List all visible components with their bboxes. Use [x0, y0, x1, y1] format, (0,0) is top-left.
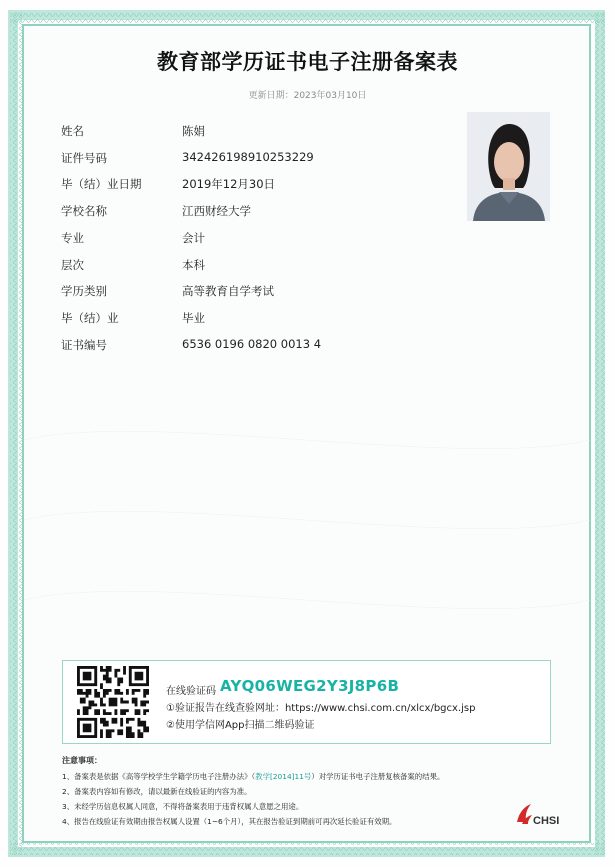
field-value-school: 江西财经大学 — [182, 204, 251, 218]
note-item-4: 4、报告在线验证有效期由报告权属人设置（1~6个月），其在报告验证到期前可再次延长验证有效期。 — [62, 817, 397, 826]
field-label-major: 专业 — [61, 231, 84, 245]
field-label-certificate-number: 证书编号 — [61, 338, 107, 352]
field-label-name: 姓名 — [61, 124, 84, 138]
field-value-name: 陈娟 — [182, 124, 205, 138]
notes-title: 注意事项： — [62, 756, 102, 765]
field-value-certificate-number: 6536 0196 0820 0013 4 — [182, 337, 322, 351]
field-value-education-type: 高等教育自学考试 — [182, 284, 274, 298]
regulation-link[interactable]: 教学[2014]11号 — [255, 772, 312, 781]
field-label-level: 层次 — [61, 258, 84, 272]
verification-app-line: ②使用学信网App扫描二维码验证 — [166, 720, 315, 731]
document-title: 教育部学历证书电子注册备案表 — [157, 50, 458, 74]
field-label-graduation-date: 毕（结）业日期 — [61, 177, 142, 191]
note-item-2: 2、备案表内容如有修改，请以最新在线验证的内容为准。 — [62, 787, 252, 796]
note-item-1-suffix: ）对学历证书电子注册复核备案的结果。 — [311, 772, 445, 781]
qr-code[interactable] — [77, 666, 149, 738]
verification-url-line[interactable]: ①验证报告在线查验网址：https://www.chsi.com.cn/xlcx/bgcx.jsp — [166, 703, 476, 714]
note-item-3: 3、未经学历信息权属人同意，不得将备案表用于违背权属人意愿之用途。 — [62, 802, 304, 811]
id-photo — [467, 112, 550, 221]
field-value-id-number: 342426198910253229 — [182, 150, 314, 164]
field-value-level: 本科 — [182, 258, 205, 272]
field-value-major: 会计 — [182, 231, 205, 245]
field-value-graduation-date: 2019年12月30日 — [182, 177, 276, 191]
note-item-1-prefix: 1、备案表是依据《高等学校学生学籍学历电子注册办法》（ — [62, 772, 256, 781]
note-item-1 — [62, 771, 444, 782]
field-label-education-type: 学历类别 — [61, 284, 107, 298]
update-date: 更新日期：2023年03月10日 — [248, 91, 367, 101]
field-label-completion-status: 毕（结）业 — [61, 311, 119, 325]
field-label-school: 学校名称 — [61, 204, 107, 218]
chsi-logo — [513, 800, 565, 828]
chsi-logo-text: CHSI — [533, 815, 560, 827]
verification-code-label: 在线验证码 — [166, 686, 216, 697]
verification-code: AYQ06WEG2Y3J8P6B — [220, 677, 400, 695]
field-label-id-number: 证件号码 — [61, 151, 107, 165]
field-value-completion-status: 毕业 — [182, 311, 205, 325]
